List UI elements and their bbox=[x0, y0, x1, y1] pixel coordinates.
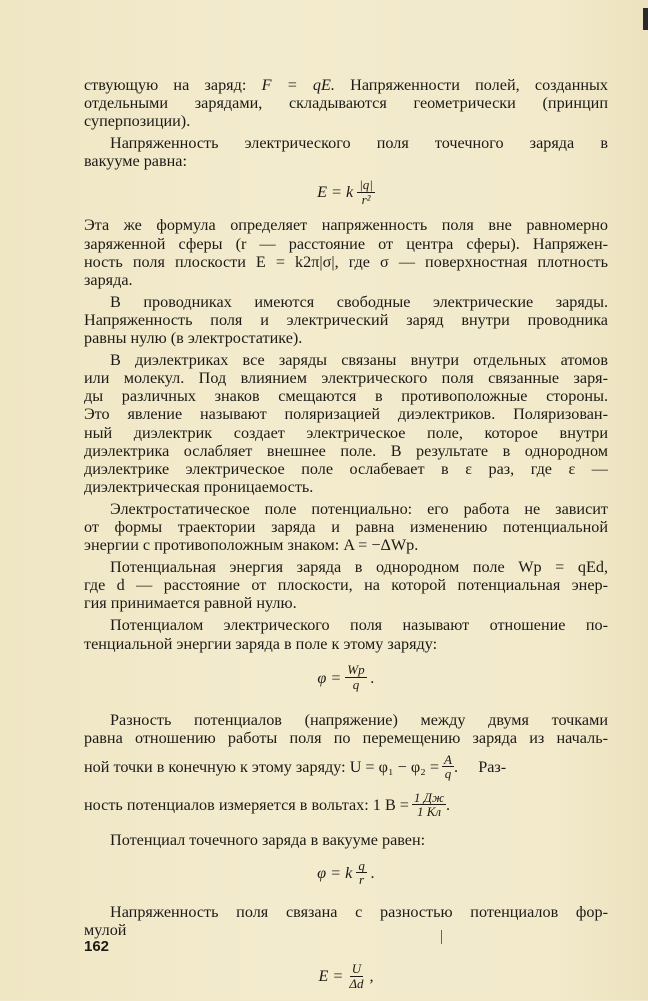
formula-lhs: φ = k bbox=[317, 863, 353, 882]
text-fragment: . bbox=[446, 795, 451, 814]
paragraph-point-potential bbox=[84, 831, 608, 849]
formula-lhs: φ = bbox=[317, 668, 342, 687]
text-line: равна отношению работы поля по перемещению заряда из началь- bbox=[84, 728, 608, 747]
paragraph-potential-definition bbox=[84, 616, 608, 652]
fraction-numerator: A bbox=[443, 751, 452, 767]
formula-fraction bbox=[356, 859, 367, 887]
text-line: энергии с противоположным знаком: A = −ΔWp. bbox=[84, 536, 419, 555]
inline-formula: F = qE. bbox=[261, 76, 335, 94]
formula-fraction bbox=[412, 791, 446, 819]
fraction-numerator: 1 Дж bbox=[413, 789, 445, 805]
text-line: Напряженность поля связана с разностью потенциалов фор- bbox=[110, 902, 608, 921]
fraction-denominator: r² bbox=[361, 191, 371, 207]
text-line: Напряженность поля и электрический заряд внутри проводника bbox=[84, 310, 608, 329]
formula-punctuation: . bbox=[370, 863, 375, 882]
text-line: В диэлектриках все заряды связаны внутри отдельных атомов bbox=[110, 351, 608, 370]
text-fragment: ной точки в конечную к этому заряду: U = φ₁ − φ₂ = bbox=[84, 757, 439, 776]
paragraph-voltage bbox=[84, 711, 608, 823]
formula-potential bbox=[84, 655, 608, 701]
fraction-denominator: q bbox=[352, 677, 360, 693]
fraction-denominator: r bbox=[359, 872, 365, 888]
text-line: Потенциалом электрического поля называют отношение по- bbox=[110, 616, 608, 635]
formula-field-gradient bbox=[84, 951, 608, 1001]
formula-fraction bbox=[442, 753, 454, 781]
paragraph-potential-field bbox=[84, 500, 608, 554]
fraction-numerator: U bbox=[351, 960, 362, 976]
text-line: Потенциал точечного заряда в вакууме равен: bbox=[110, 830, 426, 849]
text-line: тенциальной энергии заряда в поле к этому заряду: bbox=[84, 634, 438, 653]
formula-lhs: E = k bbox=[317, 183, 354, 202]
paragraph-dielectrics bbox=[84, 351, 608, 496]
formula-point-potential bbox=[84, 851, 608, 895]
fraction-numerator: Wp bbox=[347, 662, 365, 678]
text-line: Потенциальная энергия заряда в однородном поле Wp = qEd, bbox=[110, 558, 608, 577]
formula-fraction bbox=[347, 962, 365, 990]
text-line: Электростатическое поле потенциально: его работа не зависит bbox=[110, 499, 608, 518]
pencil-mark bbox=[440, 930, 443, 944]
paragraph-sphere-plane bbox=[84, 216, 608, 288]
text-line: диэлектрика ослабляет внешнее поле. В результате в однородном bbox=[84, 441, 608, 460]
text-line: ность поля плоскости E = k2π|σ|, где σ — поверхностная плотность bbox=[84, 252, 608, 271]
paragraph-point-charge bbox=[84, 134, 608, 170]
fraction-denominator: q bbox=[444, 766, 452, 782]
text-line: суперпозиции). bbox=[84, 112, 191, 131]
text-line: заряда. bbox=[84, 270, 133, 289]
text-line: вакууме равна: bbox=[84, 152, 187, 171]
text-line: ный диэлектрик создает электрическое поле, которое внутри bbox=[84, 423, 608, 442]
text-line: заряженной сферы (r — расстояние от центра сферы). Напряжен- bbox=[84, 234, 608, 253]
text-line: мулой bbox=[84, 921, 127, 939]
text-line-with-fraction bbox=[84, 747, 608, 787]
page-number: 162 bbox=[84, 938, 110, 955]
paragraph-field-potential-relation bbox=[84, 903, 608, 939]
paragraph-conductors bbox=[84, 293, 608, 347]
formula-punctuation: , bbox=[369, 967, 374, 986]
text-line: ствующую на заряд: bbox=[84, 76, 262, 94]
text-line: В проводниках имеются свободные электрические заряды. bbox=[110, 292, 608, 311]
text-line: гия принимается равной нулю. bbox=[84, 594, 297, 613]
text-fragment: ность потенциалов измеряется в вольтах: 1 В = bbox=[84, 795, 409, 814]
text-line: Разность потенциалов (напряжение) между двумя точками bbox=[110, 710, 608, 729]
fraction-numerator: q bbox=[358, 857, 365, 873]
paragraph-potential-energy bbox=[84, 558, 608, 612]
text-line: или молекул. Под влиянием электрического поля связанные заря- bbox=[84, 369, 608, 388]
formula-punctuation: . bbox=[370, 668, 375, 687]
text-line: Напряженность электрического поля точечного заряда в bbox=[110, 134, 608, 153]
text-fragment: . Раз- bbox=[453, 757, 507, 776]
fraction-denominator: 1 Кл bbox=[416, 804, 442, 820]
text-line: ды различных знаков смещаются в противоположные стороны. bbox=[84, 387, 608, 406]
page-text bbox=[84, 76, 608, 1001]
formula-fraction bbox=[345, 663, 366, 691]
text-line: Эта же формула определяет напряженность поля вне равномерно bbox=[84, 216, 608, 235]
paragraph-superposition bbox=[84, 76, 608, 130]
text-line: Это явление называют поляризацией диэлектриков. Поляризован- bbox=[84, 405, 608, 424]
text-line: где d — расстояние от плоскости, на которой потенциальная энер- bbox=[84, 576, 608, 595]
fraction-numerator: |q| bbox=[359, 177, 373, 193]
formula-field-point-charge bbox=[84, 172, 608, 212]
text-line: диэлектрическая проницаемость. bbox=[84, 477, 314, 496]
text-line: Напряженности полей, созданных bbox=[334, 76, 608, 94]
text-line: отдельными зарядами, складываются геометрически (принцип bbox=[84, 94, 608, 113]
formula-fraction bbox=[357, 178, 375, 206]
formula-lhs: E = bbox=[318, 967, 344, 986]
page-edge-mark bbox=[643, 8, 648, 30]
text-line: диэлектрике электрическое поле ослабевает в ε раз, где ε — bbox=[84, 459, 608, 478]
fraction-denominator: Δd bbox=[349, 975, 364, 991]
text-line-with-fraction bbox=[84, 787, 608, 823]
text-line: от формы траектории заряда и равна изменению потенциальной bbox=[84, 517, 608, 536]
text-line: равны нулю (в электростатике). bbox=[84, 329, 303, 348]
